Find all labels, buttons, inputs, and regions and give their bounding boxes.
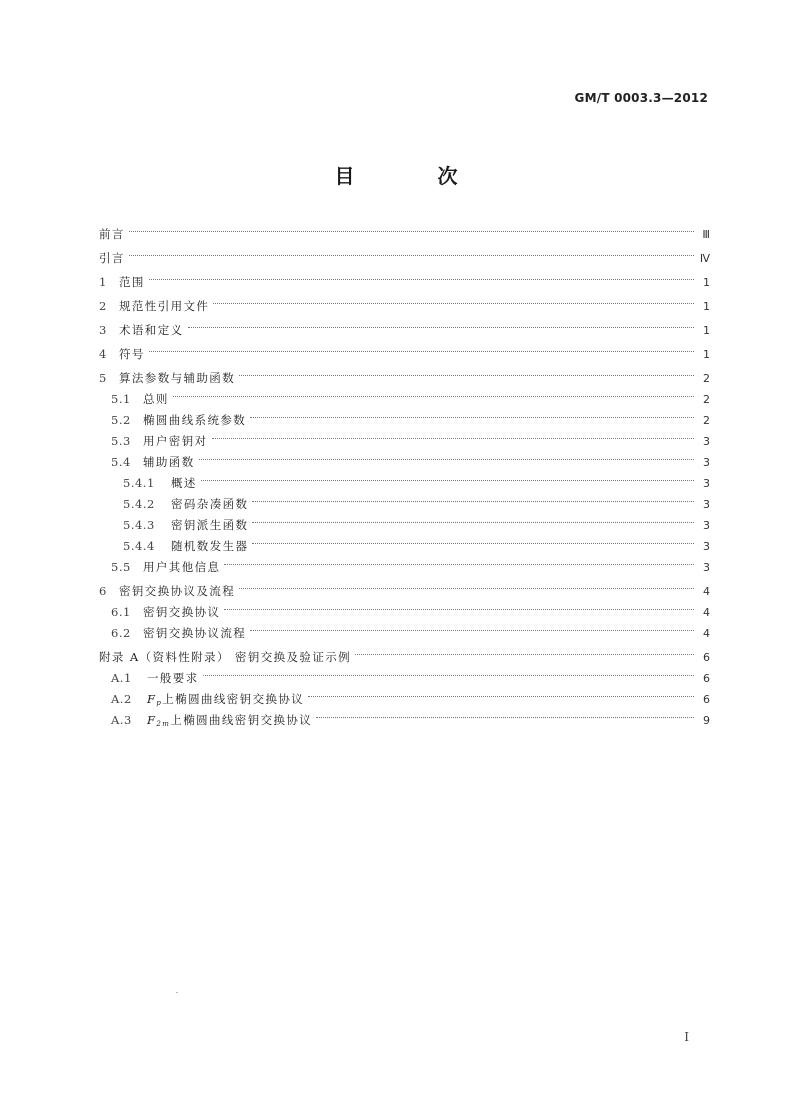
toc-entry-3[interactable] <box>99 320 710 341</box>
toc-entry-label: 附录 A（资料性附录） 密钥交换及验证示例 <box>99 650 352 664</box>
toc-entry-number: 2 <box>99 299 107 313</box>
toc-entry-label: 密钥派生函数 <box>171 518 249 532</box>
toc-entry-page: 2 <box>703 393 710 406</box>
toc-entry-label: 椭圆曲线系统参数 <box>143 413 247 427</box>
page-number: I <box>684 1030 689 1044</box>
toc-entry-page: 4 <box>703 606 710 619</box>
toc-entry-label: 密码杂凑函数 <box>171 497 249 511</box>
toc-entry-5[interactable] <box>99 368 710 389</box>
toc-entry-number: 5.3 <box>111 434 131 448</box>
toc-entry-page: 9 <box>703 714 710 727</box>
toc-entry-label: 前言 <box>99 227 125 241</box>
page-title: 目 次 <box>334 164 496 188</box>
toc-entry-number: A.3 <box>111 713 132 727</box>
toc-entry-6[interactable] <box>99 581 710 602</box>
dot-leader <box>252 543 694 544</box>
dot-leader <box>199 459 694 460</box>
toc-entry-5-4-3[interactable] <box>99 515 710 536</box>
toc-entry-page: 1 <box>703 348 710 361</box>
toc-entry-introduction[interactable] <box>99 248 710 269</box>
toc-entry-6-2[interactable] <box>99 623 710 644</box>
toc-entry-page: 6 <box>703 672 710 685</box>
field-symbol: F <box>147 692 157 706</box>
table-of-contents <box>99 224 710 731</box>
toc-entry-a-3[interactable] <box>99 710 710 731</box>
toc-entry-a-2[interactable] <box>99 689 710 710</box>
toc-entry-5-1[interactable] <box>99 389 710 410</box>
toc-entry-number: 5.4.1 <box>123 476 155 490</box>
dot-leader <box>173 396 694 397</box>
toc-entry-page: 1 <box>703 276 710 289</box>
toc-entry-page: Ⅲ <box>702 228 710 241</box>
toc-entry-label-text: 上椭圆曲线密钥交换协议 <box>162 692 305 706</box>
toc-entry-number: 4 <box>99 347 107 361</box>
toc-entry-5-5[interactable] <box>99 557 710 578</box>
dot-leader <box>239 588 694 589</box>
dot-leader <box>355 654 694 655</box>
toc-entry-2[interactable] <box>99 296 710 317</box>
standard-code: GM/T 0003.3—2012 <box>574 91 708 105</box>
toc-entry-page: 3 <box>703 456 710 469</box>
toc-entry-page: 3 <box>703 561 710 574</box>
dot-leader <box>188 327 695 328</box>
toc-entry-number: 6.1 <box>111 605 131 619</box>
toc-entry-number: A.1 <box>111 671 132 685</box>
dot-leader <box>224 564 694 565</box>
toc-entry-label: 一般要求 <box>147 671 199 685</box>
toc-entry-page: Ⅳ <box>699 252 710 265</box>
toc-entry-foreword[interactable] <box>99 224 710 245</box>
dot-leader <box>316 717 694 718</box>
dot-leader <box>149 279 694 280</box>
toc-entry-number: 5.1 <box>111 392 131 406</box>
toc-entry-1[interactable] <box>99 272 710 293</box>
toc-entry-label: 密钥交换协议 <box>143 605 221 619</box>
dot-leader <box>149 351 694 352</box>
toc-entry-page: 2 <box>703 414 710 427</box>
toc-entry-label <box>147 710 312 735</box>
toc-entry-label: 概述 <box>171 476 197 490</box>
toc-entry-a-1[interactable] <box>99 668 710 689</box>
dot-leader <box>250 417 694 418</box>
toc-entry-page: 3 <box>703 477 710 490</box>
dot-leader <box>252 501 694 502</box>
toc-entry-number: 5.4 <box>111 455 131 469</box>
toc-entry-page: 6 <box>703 651 710 664</box>
dot-leader <box>250 630 694 631</box>
toc-entry-page: 3 <box>703 519 710 532</box>
dot-leader <box>239 375 694 376</box>
toc-entry-page: 6 <box>703 693 710 706</box>
toc-entry-page: 4 <box>703 585 710 598</box>
scan-speck <box>176 992 178 993</box>
field-subscript: p <box>156 699 163 707</box>
dot-leader <box>212 438 695 439</box>
toc-entry-6-1[interactable] <box>99 602 710 623</box>
toc-entry-number: 5.4.2 <box>123 497 155 511</box>
dot-leader <box>203 675 694 676</box>
field-subscript: 2m <box>156 720 171 728</box>
toc-entry-5-4[interactable] <box>99 452 710 473</box>
toc-entry-5-4-1[interactable] <box>99 473 710 494</box>
toc-entry-appendix-a[interactable] <box>99 647 710 668</box>
dot-leader <box>213 303 694 304</box>
toc-entry-4[interactable] <box>99 344 710 365</box>
toc-entry-label: 总则 <box>143 392 169 406</box>
dot-leader <box>308 696 694 697</box>
toc-entry-5-4-4[interactable] <box>99 536 710 557</box>
toc-entry-label: 用户其他信息 <box>143 560 221 574</box>
toc-entry-label: 随机数发生器 <box>171 539 249 553</box>
toc-entry-number: 3 <box>99 323 107 337</box>
toc-entry-number: 5.4.4 <box>123 539 155 553</box>
toc-entry-number: 5.2 <box>111 413 131 427</box>
field-symbol: F <box>147 713 157 727</box>
toc-entry-number: 5.4.3 <box>123 518 155 532</box>
toc-entry-label: 用户密钥对 <box>143 434 208 448</box>
toc-entry-5-2[interactable] <box>99 410 710 431</box>
toc-entry-label: 引言 <box>99 251 125 265</box>
dot-leader <box>201 480 694 481</box>
toc-entry-page: 3 <box>703 498 710 511</box>
toc-entry-number: 6.2 <box>111 626 131 640</box>
toc-entry-label: 密钥交换协议及流程 <box>119 584 236 598</box>
toc-entry-number: 6 <box>99 584 107 598</box>
toc-entry-number: 5 <box>99 371 107 385</box>
toc-entry-page: 3 <box>703 435 710 448</box>
toc-entry-label: 辅助函数 <box>143 455 195 469</box>
toc-entry-page: 1 <box>703 324 710 337</box>
toc-entry-5-4-2[interactable] <box>99 494 710 515</box>
dot-leader <box>252 522 694 523</box>
toc-entry-label-text: 上椭圆曲线密钥交换协议 <box>170 713 313 727</box>
toc-entry-number: 1 <box>99 275 107 289</box>
toc-entry-page: 3 <box>703 540 710 553</box>
toc-entry-page: 1 <box>703 300 710 313</box>
toc-entry-page: 2 <box>703 372 710 385</box>
toc-entry-label: 密钥交换协议流程 <box>143 626 247 640</box>
dot-leader <box>129 255 694 256</box>
dot-leader <box>224 609 694 610</box>
toc-entry-label: 规范性引用文件 <box>119 299 210 313</box>
toc-entry-number: 5.5 <box>111 560 131 574</box>
toc-entry-page: 4 <box>703 627 710 640</box>
dot-leader <box>129 231 694 232</box>
toc-entry-label: 符号 <box>119 347 145 361</box>
toc-entry-label: 算法参数与辅助函数 <box>119 371 236 385</box>
toc-entry-label: 范围 <box>119 275 145 289</box>
toc-entry-number: A.2 <box>111 692 132 706</box>
toc-entry-label: 术语和定义 <box>119 323 184 337</box>
toc-entry-5-3[interactable] <box>99 431 710 452</box>
